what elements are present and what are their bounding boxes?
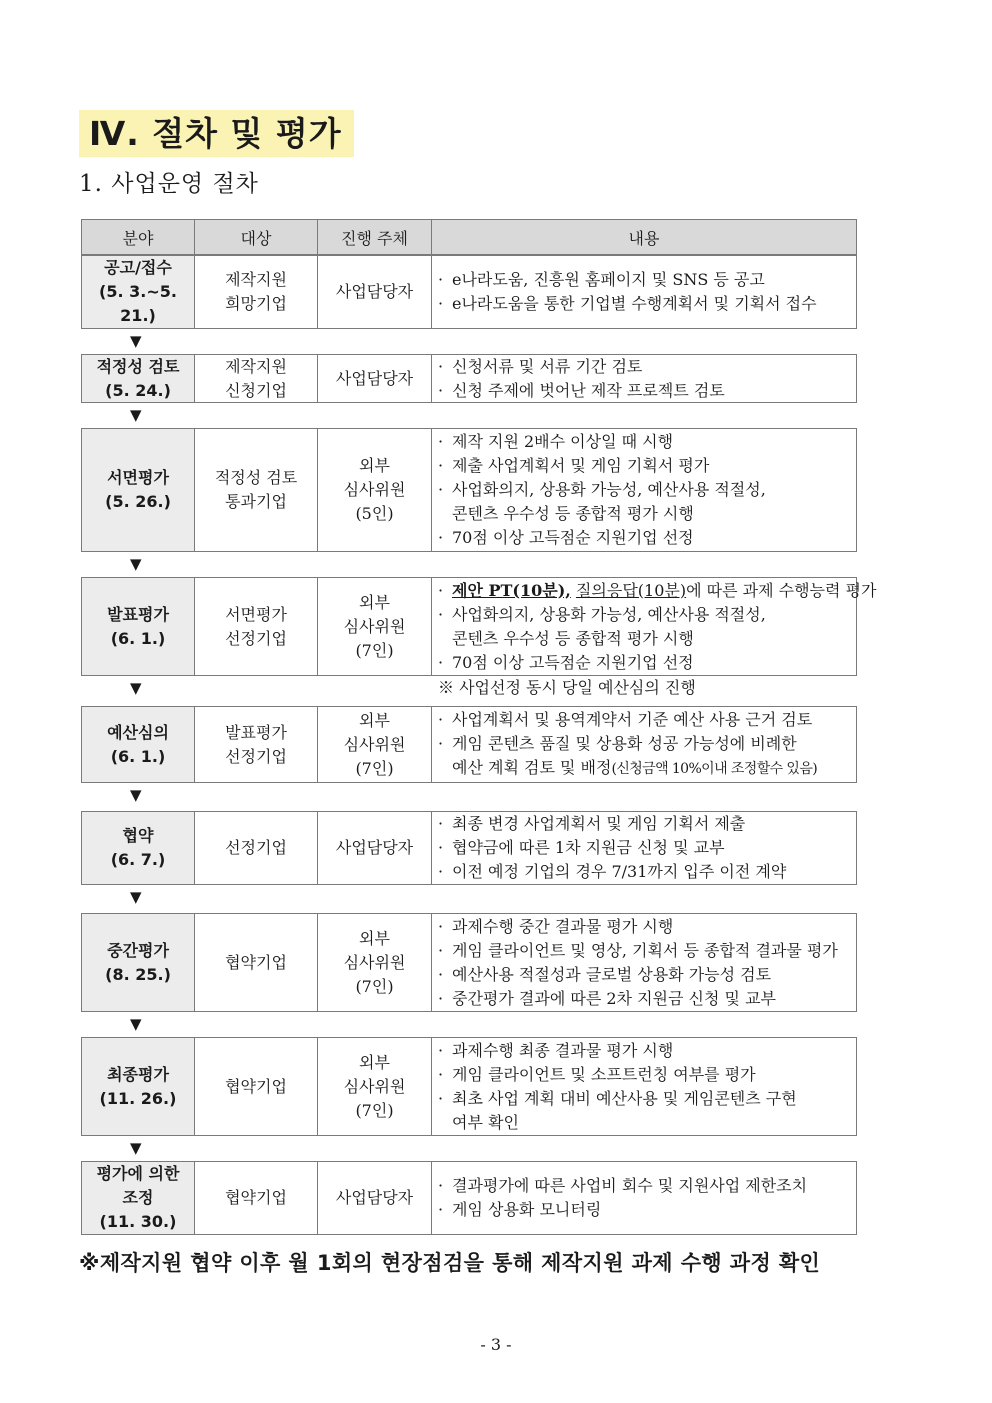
stage-field-line: (11. 30.)	[99, 1212, 177, 1231]
stage-target	[195, 578, 318, 675]
flow-arrow-row	[81, 676, 857, 706]
content-text: 최종 변경 사업계획서 및 게임 기획서 제출	[452, 814, 746, 833]
stage-owner-line: (7인)	[355, 1100, 394, 1120]
bullet-mark: ·	[438, 480, 444, 499]
bullet-mark: ·	[438, 1064, 444, 1084]
stage-target-line: 협약기업	[225, 1188, 287, 1207]
stage-target-line: 통과기업	[225, 492, 287, 511]
stage-row	[81, 1161, 857, 1235]
flow-arrow-row	[81, 329, 857, 354]
content-line	[438, 579, 876, 603]
stage-target	[195, 1038, 318, 1135]
stage-target	[195, 914, 318, 1011]
stage-field-line: 서면평가	[107, 468, 169, 487]
stage-target-line: 협약기업	[225, 1076, 287, 1096]
flow-arrow-row	[81, 885, 857, 913]
stage-target	[195, 355, 318, 402]
sub-title: 1. 사업운영 절차	[79, 171, 259, 197]
page-number: - 3 -	[480, 1335, 512, 1354]
content-text: 여부 확인	[452, 1112, 519, 1132]
stage-content	[432, 812, 856, 884]
down-arrow-icon: ▼	[130, 1139, 142, 1157]
bullet-mark: ·	[438, 1040, 444, 1060]
content-text: 게임 상용화 모니터링	[452, 1200, 602, 1219]
stage-owner-line: 사업담당자	[335, 1188, 414, 1207]
content-line	[438, 355, 850, 379]
stage-owner-line: 사업담당자	[335, 282, 414, 301]
stage-field-line: 중간평가	[107, 940, 169, 960]
bullet-mark: ·	[438, 604, 444, 624]
stage-owner-line: 사업담당자	[335, 838, 414, 857]
stage-note: ※ 사업선정 동시 당일 예산심의 진행	[438, 678, 696, 697]
content-text: 중간평가 결과에 따른 2차 지원금 신청 및 교부	[452, 988, 776, 1008]
stage-owner	[318, 812, 432, 884]
stage-target-line: 발표평가	[225, 722, 287, 742]
content-text: 과제수행 최종 결과물 평가 시행	[452, 1040, 674, 1060]
stage-field	[82, 707, 195, 782]
content-line	[438, 915, 850, 939]
stage-row	[81, 428, 857, 552]
stage-content	[432, 1162, 856, 1234]
content-text: 사업화의지, 상용화 가능성, 예산사용 적절성,	[452, 480, 766, 499]
content-line	[438, 292, 850, 316]
stage-field-line: 협약	[122, 826, 154, 845]
stage-owner-line: (5인)	[355, 504, 394, 523]
content-text: 신청 주제에 벗어난 제작 프로젝트 검토	[452, 380, 725, 400]
content-line	[438, 836, 850, 860]
content-text: 콘텐츠 우수성 등 종합적 평가 시행	[452, 628, 694, 648]
down-arrow-icon: ▼	[130, 888, 142, 906]
content-line	[438, 1174, 850, 1198]
stage-field-line: 발표평가	[107, 604, 169, 624]
content-text: 에 따른 과제 수행능력 평가	[686, 580, 877, 600]
stage-owner-line: 외부	[359, 1052, 390, 1072]
stage-owner	[318, 256, 432, 328]
stage-field-line: (5. 3.~5. 21.)	[99, 282, 177, 325]
procedure-flow-table	[81, 219, 877, 1235]
stage-target	[195, 429, 318, 551]
flow-arrow-row	[81, 1136, 857, 1161]
stage-row	[81, 1037, 857, 1136]
content-text: 예산 계획 검토 및 배정	[452, 758, 612, 777]
header-field: 분야	[82, 220, 195, 254]
bullet-mark: ·	[438, 734, 444, 753]
stage-target	[195, 1162, 318, 1234]
flow-arrow-row	[81, 552, 857, 577]
stage-field-line: 조정	[122, 1188, 154, 1207]
content-line	[438, 478, 850, 502]
stage-owner	[318, 578, 432, 675]
stage-field-line: (11. 26.)	[99, 1088, 177, 1108]
content-line	[438, 860, 850, 884]
bullet-mark: ·	[438, 580, 444, 600]
table-header	[81, 219, 857, 255]
stage-field	[82, 429, 195, 551]
content-text: 예산사용 적절성과 글로벌 상용화 가능성 검토	[452, 964, 772, 984]
content-line	[438, 502, 850, 526]
stage-content	[432, 914, 856, 1011]
stage-field-line: (6. 1.)	[110, 746, 166, 766]
stage-target-line: 선정기업	[225, 746, 287, 766]
stage-owner-line: (7인)	[355, 640, 394, 660]
bullet-mark: ·	[438, 456, 444, 475]
content-line	[438, 1087, 850, 1111]
content-line	[438, 732, 850, 756]
stage-field-line: (5. 24.)	[105, 380, 171, 400]
stage-content	[432, 355, 856, 402]
content-line	[438, 627, 876, 651]
stage-owner-line: (7인)	[355, 976, 394, 996]
stage-owner-line: 심사위원	[343, 480, 406, 499]
down-arrow-icon: ▼	[130, 332, 142, 350]
content-text: 사업화의지, 상용화 가능성, 예산사용 적절성,	[452, 604, 766, 624]
stage-target-line: 제작지원	[225, 270, 287, 289]
stage-content	[432, 1038, 856, 1135]
stage-field-line: 공고/접수	[104, 258, 172, 277]
content-line	[438, 756, 850, 781]
stage-owner	[318, 707, 432, 782]
content-text: 이전 예정 기업의 경우 7/31까지 입주 이전 계약	[452, 862, 787, 881]
stage-target-line: 서면평가	[225, 604, 287, 624]
content-text: 협약금에 따른 1차 지원금 신청 및 교부	[452, 838, 725, 857]
stage-field	[82, 1162, 195, 1234]
content-text: 70점 이상 고득점순 지원기업 선정	[452, 652, 694, 672]
content-underline: 질의응답(10분)	[575, 580, 687, 600]
stage-field	[82, 914, 195, 1011]
content-text: 콘텐츠 우수성 등 종합적 평가 시행	[452, 504, 694, 523]
content-text: 과제수행 중간 결과물 평가 시행	[452, 916, 674, 936]
content-line	[438, 268, 850, 292]
stage-content	[432, 256, 856, 328]
stage-owner	[318, 1038, 432, 1135]
flow-arrow-row	[81, 1012, 857, 1037]
stage-target-line: 협약기업	[225, 952, 287, 972]
bullet-mark: ·	[438, 294, 444, 313]
content-text: 게임 클라이언트 및 소프트런칭 여부를 평가	[452, 1064, 756, 1084]
stage-owner-line: 외부	[359, 456, 390, 475]
header-owner: 진행 주체	[318, 220, 432, 254]
stage-owner-line: 심사위원	[343, 952, 406, 972]
content-text: 사업계획서 및 용역계약서 기준 예산 사용 근거 검토	[452, 710, 813, 729]
stage-field	[82, 578, 195, 675]
content-line	[438, 987, 850, 1011]
header-target: 대상	[195, 220, 318, 254]
bullet-mark: ·	[438, 916, 444, 936]
down-arrow-icon: ▼	[130, 679, 142, 697]
content-text: 최초 사업 계획 대비 예산사용 및 게임콘텐츠 구현	[452, 1088, 797, 1108]
section-title: Ⅳ. 절차 및 평가	[79, 110, 354, 157]
content-line	[438, 939, 850, 963]
bullet-mark: ·	[438, 838, 444, 857]
content-text: 제출 사업계획서 및 게임 기획서 평가	[452, 456, 710, 475]
stage-target-line: 적정성 검토	[214, 468, 298, 487]
stage-owner	[318, 355, 432, 402]
bullet-mark: ·	[438, 964, 444, 984]
stage-field	[82, 256, 195, 328]
stage-field-line: (6. 1.)	[110, 628, 166, 648]
bullet-mark: ·	[438, 940, 444, 960]
content-text: 게임 콘텐츠 품질 및 상용화 성공 가능성에 비례한	[452, 734, 797, 753]
content-line	[438, 430, 850, 454]
content-line	[438, 963, 850, 987]
flow-arrow-row	[81, 783, 857, 811]
stage-target	[195, 812, 318, 884]
stage-owner-line: 외부	[359, 592, 390, 612]
down-arrow-icon: ▼	[130, 1015, 142, 1033]
content-emphasis: 제안 PT(10분),	[452, 580, 571, 600]
down-arrow-icon: ▼	[130, 555, 142, 573]
stage-owner-line: 심사위원	[343, 734, 406, 754]
content-line	[438, 379, 850, 403]
bullet-mark: ·	[438, 710, 444, 729]
content-text: 70점 이상 고득점순 지원기업 선정	[452, 528, 694, 547]
content-line	[438, 526, 850, 550]
stage-content	[432, 707, 856, 782]
flow-arrow-row	[81, 403, 857, 428]
bullet-mark: ·	[438, 432, 444, 451]
bullet-mark: ·	[438, 270, 444, 289]
stage-field	[82, 1038, 195, 1135]
content-line	[438, 1111, 850, 1135]
content-line	[438, 708, 850, 732]
bullet-mark: ·	[438, 1200, 444, 1219]
stage-owner	[318, 1162, 432, 1234]
down-arrow-icon: ▼	[130, 786, 142, 804]
bullet-mark: ·	[438, 380, 444, 400]
stage-owner-line: 사업담당자	[335, 368, 414, 388]
stage-target-line: 선정기업	[225, 838, 287, 857]
stage-owner-line: 외부	[359, 710, 390, 730]
stage-row	[81, 706, 857, 783]
stage-owner	[318, 429, 432, 551]
bullet-mark: ·	[438, 814, 444, 833]
content-line	[438, 1198, 850, 1222]
content-note: (신청금액 10%이내 조정할수 있음)	[611, 761, 818, 777]
content-text: 게임 클라이언트 및 영상, 기획서 등 종합적 결과물 평가	[452, 940, 838, 960]
stage-target-line: 선정기업	[225, 628, 287, 648]
stage-row	[81, 255, 857, 329]
bullet-mark: ·	[438, 356, 444, 376]
bullet-mark: ·	[438, 1176, 444, 1195]
bullet-mark: ·	[438, 988, 444, 1008]
stage-row	[81, 913, 857, 1012]
content-line	[438, 651, 876, 675]
stage-target-line: 신청기업	[225, 380, 287, 400]
content-line	[438, 1063, 850, 1087]
stage-field-line: 적정성 검토	[96, 356, 180, 376]
bullet-mark: ·	[438, 652, 444, 672]
stage-target-line: 제작지원	[225, 356, 287, 376]
content-text: 결과평가에 따른 사업비 회수 및 지원사업 제한조치	[452, 1176, 808, 1195]
stage-field-line: (8. 25.)	[105, 964, 171, 984]
stage-field-line: (6. 7.)	[110, 850, 166, 869]
header-content: 내용	[628, 228, 660, 248]
content-line	[438, 812, 850, 836]
content-text: e나라도움을 통한 기업별 수행계획서 및 기획서 접수	[452, 294, 817, 313]
stage-owner-line: 외부	[359, 928, 390, 948]
content-line	[438, 603, 876, 627]
down-arrow-icon: ▼	[130, 406, 142, 424]
stage-owner-line: (7인)	[355, 758, 394, 778]
stage-target	[195, 707, 318, 782]
stage-content	[432, 429, 856, 551]
stage-field	[82, 355, 195, 402]
content-text: 제작 지원 2배수 이상일 때 시행	[452, 432, 674, 451]
stage-owner	[318, 914, 432, 1011]
stage-field-line: 최종평가	[107, 1064, 169, 1084]
stage-field	[82, 812, 195, 884]
bullet-mark: ·	[438, 862, 444, 881]
stage-field-line: 평가에 의한	[96, 1164, 180, 1183]
stage-target-line: 희망기업	[225, 294, 287, 313]
stage-field-line: 예산심의	[107, 722, 169, 742]
content-text: 신청서류 및 서류 기간 검토	[452, 356, 643, 376]
stage-row	[81, 811, 857, 885]
stage-content	[432, 578, 882, 675]
stage-row	[81, 354, 857, 403]
content-line	[438, 454, 850, 478]
stage-field-line: (5. 26.)	[105, 492, 171, 511]
stage-row	[81, 577, 877, 676]
content-text: e나라도움, 진흥원 홈페이지 및 SNS 등 공고	[452, 270, 765, 289]
bullet-mark: ·	[438, 528, 444, 547]
stage-owner-line: 심사위원	[343, 616, 406, 636]
stage-target	[195, 256, 318, 328]
footnote: ※제작지원 협약 이후 월 1회의 현장점검을 통해 제작지원 과제 수행 과정 확인	[79, 1251, 821, 1275]
stage-owner-line: 심사위원	[343, 1076, 406, 1096]
content-line	[438, 1039, 850, 1063]
bullet-mark: ·	[438, 1088, 444, 1108]
